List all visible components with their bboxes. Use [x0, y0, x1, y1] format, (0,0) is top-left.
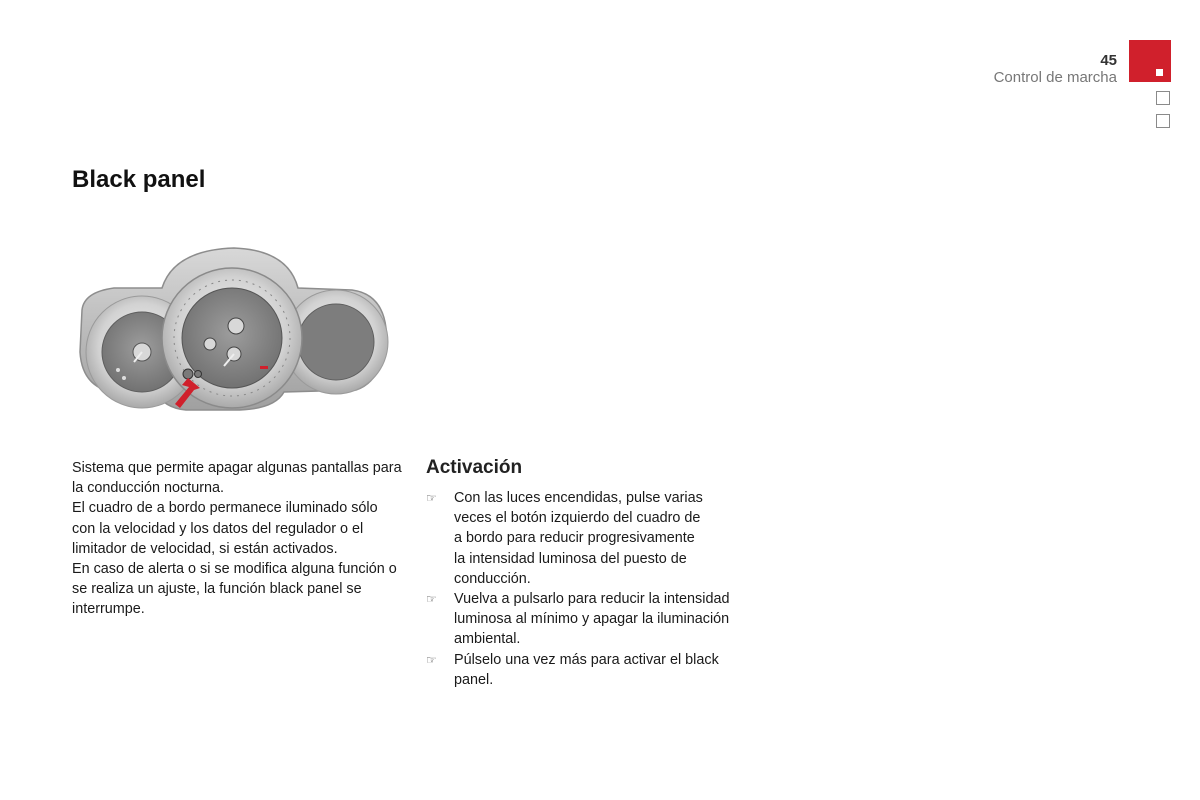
page-number: 45 — [1100, 52, 1117, 69]
chapter-tab-3[interactable] — [1156, 114, 1170, 128]
pointing-hand-icon: ☞ — [426, 652, 437, 667]
activation-steps — [426, 488, 766, 690]
step-text: Vuelva a pulsarlo para reducir la intensidad luminosa al mínimo y apagar la iluminación ambiental. — [454, 591, 730, 648]
pointing-hand-icon: ☞ — [426, 491, 437, 505]
section-title-header: Control de marcha — [993, 69, 1117, 86]
instrument-cluster-icon — [74, 240, 392, 418]
tab-marker-icon — [1156, 69, 1163, 76]
step-text: Con las luces encendidas, pulse varias veces el botón izquierdo del cuadro de a bordo para reducir progresivamente la intensidad luminosa del puesto de conducción. — [454, 490, 703, 587]
activation-heading: Activación — [426, 457, 523, 478]
chapter-tab-active[interactable] — [1129, 40, 1171, 82]
list-item — [426, 488, 766, 589]
list-item — [426, 650, 766, 690]
chapter-tab-2[interactable] — [1156, 91, 1170, 105]
intro-paragraph: Sistema que permite apagar algunas pantallas para la conducción nocturna. El cuadro de a bordo permanece iluminado sólo con la velocidad y los datos del regulador o el limitador de velocidad, si están activados. En caso de alerta o si se modifica alguna función o se realiza un ajuste, la función black panel se interrumpe. — [72, 460, 402, 618]
page-title: Black panel — [72, 166, 206, 193]
list-item — [426, 589, 766, 650]
pointing-hand-icon: ☞ — [426, 592, 437, 607]
step-text: Púlselo una vez más para activar el black panel. — [454, 651, 719, 688]
instrument-cluster-illustration — [74, 240, 392, 418]
